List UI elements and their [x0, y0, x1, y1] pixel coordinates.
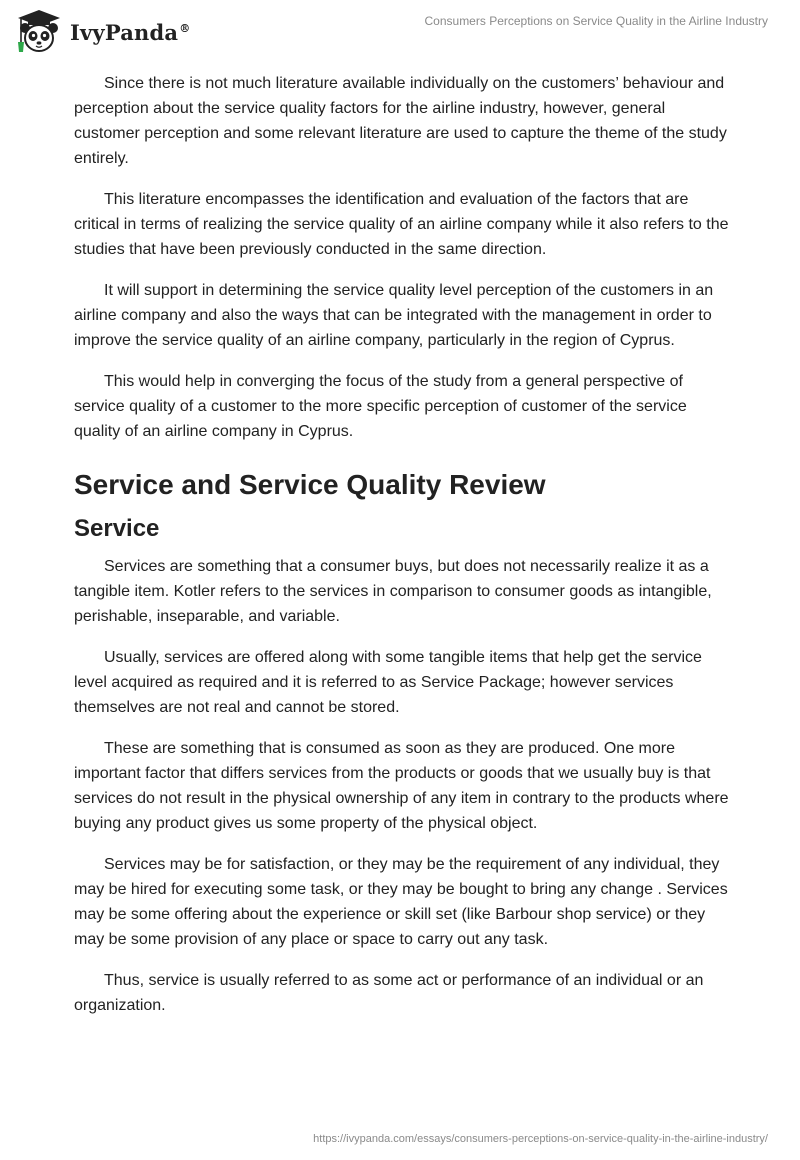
- service-paragraph-4: Services may be for satisfaction, or they may be the requirement of any individual, they may be hired for executing some task, or they may be bought to bring any change . Services may be some offering about the experience or skill set (like Barbour shop service) or they may be some provision of any place or space to carry out any task.: [74, 856, 728, 948]
- intro-paragraph-1: Since there is not much literature available individually on the customers’ behaviour and perception about the service quality factors for the airline industry, however, general customer perception and some relevant literature are used to capture the theme of the study entirely.: [74, 75, 727, 167]
- essay-content: [74, 71, 734, 1034]
- panda-graduate-icon: [14, 8, 64, 54]
- brand-name: IvyPanda®: [70, 19, 191, 45]
- service-paragraph-5: Thus, service is usually referred to as some act or performance of an individual or an organization.: [74, 972, 704, 1014]
- service-paragraph-1: Services are something that a consumer buys, but does not necessarily realize it as a tangible item. Kotler refers to the services in comparison to consumer goods as intangible, perishable, inseparable, and variable.: [74, 558, 712, 625]
- page-header: [0, 0, 800, 62]
- intro-paragraph-3: It will support in determining the service quality level perception of the customers in an airline company and also the ways that can be integrated with the management in order to improve the service quality of an airline company, particularly in the region of Cyprus.: [74, 282, 714, 349]
- ivypanda-logo[interactable]: [14, 8, 190, 54]
- intro-paragraph-4: This would help in converging the focus of the study from a general perspective of service quality of a customer to the more specific perception of customer of the service quality of an airline company in Cyprus.: [74, 373, 687, 440]
- source-url[interactable]: https://ivypanda.com/essays/consumers-perceptions-on-service-quality-in-the-airline-industry/: [313, 1133, 768, 1145]
- service-paragraph-2: Usually, services are offered along with some tangible items that help get the service level acquired as required and it is referred to as Service Package; however services themselves are not real and cannot be stored.: [74, 649, 702, 716]
- document-title: Consumers Perceptions on Service Quality in the Airline Industry: [424, 14, 768, 28]
- subsection-heading: Service: [74, 515, 160, 542]
- intro-paragraph-2: This literature encompasses the identification and evaluation of the factors that are critical in terms of realizing the service quality of an airline company while it also refers to the studies that have been previously conducted in the same direction.: [74, 191, 729, 258]
- service-paragraph-3: These are something that is consumed as soon as they are produced. One more important factor that differs services from the products or goods that we usually buy is that services do not result in the physical ownership of any item in contrary to the products where buying any product gives us some property of the physical object.: [74, 740, 729, 832]
- section-heading: Service and Service Quality Review: [74, 469, 546, 500]
